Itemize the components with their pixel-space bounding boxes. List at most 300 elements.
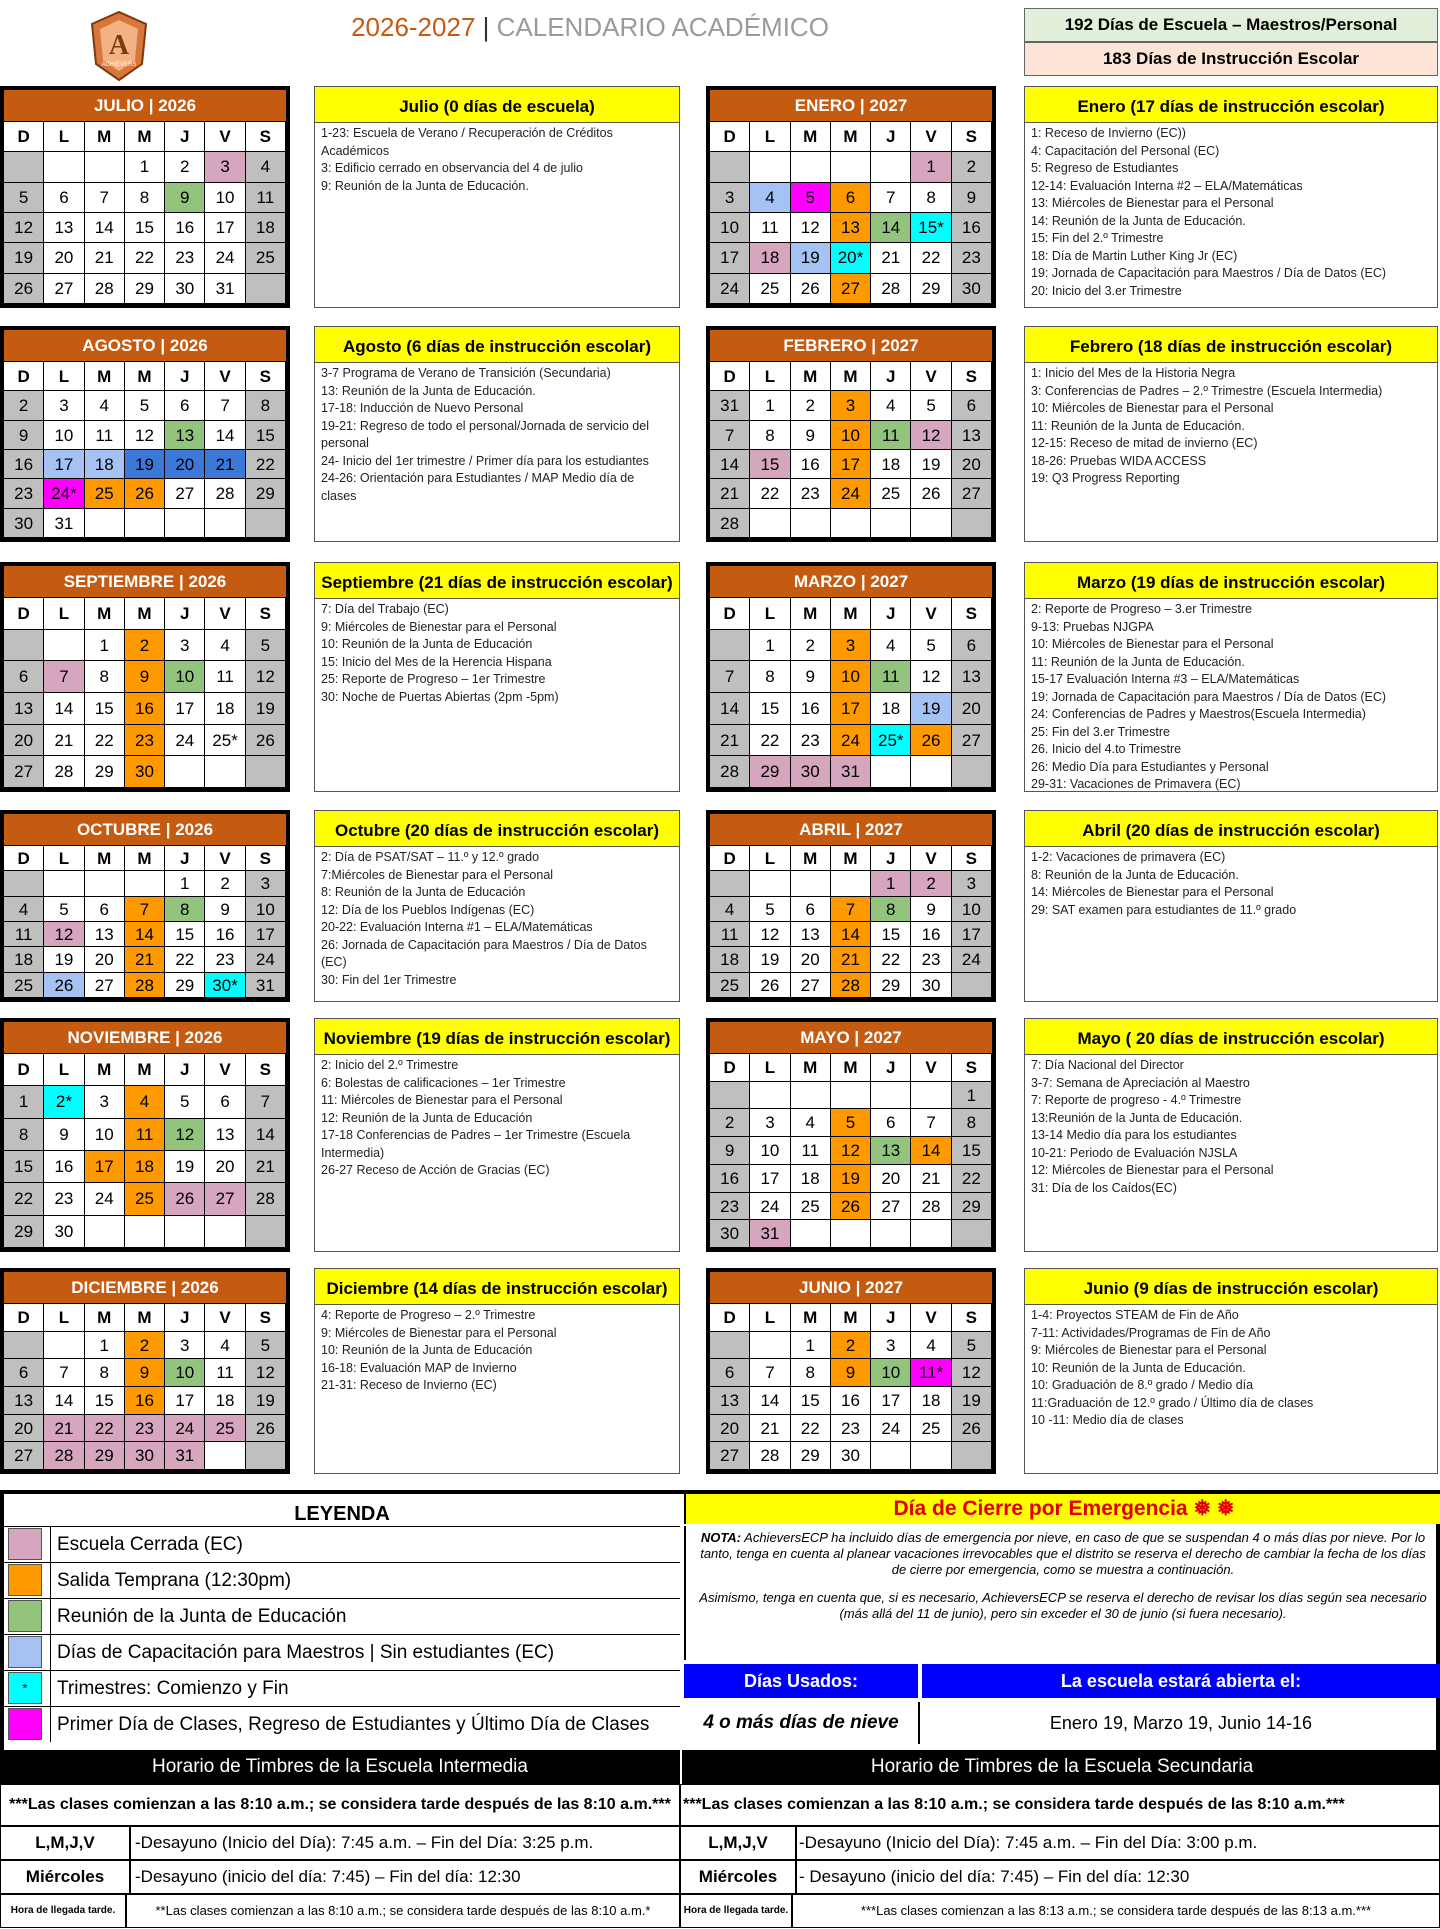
calendar-day: 29 (871, 973, 911, 998)
emergency-note (684, 1526, 1440, 1660)
middle-row2-text: -Desayuno (inicio del día: 7:45) – Fin del día: 12:30 (130, 1860, 680, 1894)
calendar-day: 8 (750, 661, 790, 693)
note-item: 2: Reporte de Progreso – 3.er Trimestre (1031, 602, 1252, 616)
calendar-day (85, 509, 125, 538)
middle-row1-days: L,M,J,V (0, 1826, 130, 1860)
weekday-header: J (871, 846, 911, 871)
calendar-day: 17 (205, 213, 245, 243)
calendar-day: 6 (710, 1359, 750, 1387)
calendar-day: 13 (85, 922, 125, 947)
calendar-day (4, 630, 44, 662)
calendar-day: 7 (85, 183, 125, 213)
calendar-day: 26 (750, 973, 790, 998)
calendar-day: 19 (791, 243, 831, 273)
calendar-day: 23 (125, 725, 165, 757)
calendar-day: 14 (911, 1137, 951, 1165)
legend-swatch (8, 1636, 42, 1668)
calendar-day: 3 (952, 871, 992, 896)
calendar-day: 22 (85, 1415, 125, 1443)
calendar-grid (710, 1304, 992, 1470)
calendar-day: 25* (871, 725, 911, 757)
calendar-day: 23 (125, 1415, 165, 1443)
emergency-note-2: Asimismo, tenga en cuenta que, si es necesario, AchieversECP se reserva el derecho de revisar los días según sea necesario (más allá del 11 de junio), pero sin exceder el 30 de junio (si fuera necesario). (699, 1590, 1427, 1621)
month-notes-body (315, 847, 679, 1003)
calendar-day: 2 (911, 871, 951, 896)
calendar-day: 24 (246, 947, 286, 972)
calendar-day (750, 1082, 790, 1110)
calendar-day: 17 (165, 693, 205, 725)
legend-label: Salida Temprana (12:30pm) (50, 1563, 291, 1598)
calendar-day: 9 (125, 661, 165, 693)
calendar-day (911, 1220, 951, 1248)
month-notes-11 (1024, 1268, 1438, 1474)
note-item: 12: Reunión de la Junta de Educación (321, 1110, 533, 1125)
calendar-day: 12 (952, 1359, 992, 1387)
legend-item-early (4, 1562, 680, 1598)
calendar-day (4, 152, 44, 182)
calendar-day: 28 (710, 509, 750, 538)
note-item: 6: Bolestas de calificaciones – 1er Trimestre (321, 1075, 566, 1090)
weekday-header: M (85, 598, 125, 630)
calendar-3 (706, 326, 996, 542)
calendar-grid (4, 1304, 286, 1470)
calendar-day: 2 (710, 1109, 750, 1137)
calendar-day: 25 (246, 243, 286, 273)
title-year: 2026-2027 (351, 12, 476, 42)
calendar-day: 16 (165, 213, 205, 243)
note-item: 11: Reunión de la Junta de Educación. (1031, 418, 1245, 433)
note-item: 17-18: Inducción de Nuevo Personal (321, 401, 524, 415)
calendar-day: 16 (205, 922, 245, 947)
calendar-day: 21 (85, 243, 125, 273)
weekday-header: D (4, 122, 44, 152)
calendar-day (791, 1082, 831, 1110)
calendar-day: 9 (710, 1137, 750, 1165)
calendar-grid (710, 1054, 992, 1248)
calendar-day: 7 (911, 1109, 951, 1137)
weekday-header: L (44, 846, 84, 871)
calendar-day: 8 (85, 661, 125, 693)
calendar-title: AGOSTO | 2026 (4, 330, 286, 362)
calendar-day: 31 (44, 509, 84, 538)
calendar-day: 1 (952, 1082, 992, 1110)
calendar-day: 14 (205, 421, 245, 450)
calendar-day: 3 (831, 391, 871, 420)
calendar-day: 10 (246, 897, 286, 922)
calendar-title: SEPTIEMBRE | 2026 (4, 566, 286, 598)
calendar-day: 2 (4, 391, 44, 420)
calendar-day: 18 (85, 450, 125, 479)
legend-item-closed (4, 1526, 680, 1562)
note-item: 9: Miércoles de Bienestar para el Personal (321, 619, 557, 634)
calendar-day: 5 (791, 183, 831, 213)
month-notes-1 (1024, 86, 1438, 308)
weekday-header: J (871, 1304, 911, 1332)
calendar-day (246, 274, 286, 304)
calendar-day: 8 (165, 897, 205, 922)
calendar-day: 21 (125, 947, 165, 972)
calendar-day: 28 (831, 973, 871, 998)
calendar-day (750, 1332, 790, 1360)
calendar-day: 24 (952, 947, 992, 972)
weekday-header: J (165, 1054, 205, 1086)
calendar-day (205, 509, 245, 538)
month-notes-body (315, 363, 679, 543)
calendar-title: MAYO | 2027 (710, 1022, 992, 1054)
title-text: CALENDARIO ACADÉMICO (496, 12, 829, 42)
calendar-0 (0, 86, 290, 308)
calendar-day: 10 (871, 1359, 911, 1387)
calendar-day: 27 (952, 725, 992, 757)
weekday-header: J (871, 362, 911, 391)
note-item: 10: Graduación de 8.º grado / Medio día (1031, 1378, 1254, 1392)
calendar-day (871, 756, 911, 788)
calendar-day: 9 (4, 421, 44, 450)
note-item: 3: Conferencias de Padres – 2.º Trimestre (Escuela Intermedia) (1031, 383, 1383, 398)
weekday-header: L (750, 846, 790, 871)
month-notes-title: Septiembre (21 días de instrucción escolar) (315, 563, 679, 599)
note-item: 2: Inicio del 2.º Trimestre (321, 1058, 459, 1072)
calendar-day (710, 871, 750, 896)
calendar-day: 2 (205, 871, 245, 896)
calendar-day: 15 (85, 1387, 125, 1415)
note-item: 12: Miércoles de Bienestar para el Personal (1031, 1163, 1274, 1177)
calendar-day: 15 (85, 693, 125, 725)
calendar-day: 7 (125, 897, 165, 922)
note-item: 20-22: Evaluación Interna #1 – ELA/Matemáticas (321, 920, 593, 934)
legend-swatch: * (8, 1672, 42, 1704)
calendar-day: 16 (125, 693, 165, 725)
calendar-day: 18 (4, 947, 44, 972)
calendar-day: 3 (871, 1332, 911, 1360)
calendar-day (871, 152, 911, 182)
weekday-header: D (710, 1304, 750, 1332)
legend-label: Trimestres: Comienzo y Fin (50, 1671, 289, 1706)
high-bell-notice: ***Las clases comienzan a las 8:10 a.m.; se considera tarde después de las 8:10 a.m.*** (680, 1784, 1440, 1826)
weekday-header: M (125, 1304, 165, 1332)
note-item: 26: Jornada de Capacitación para Maestros / Día de Datos (EC) (321, 937, 647, 969)
weekday-header: M (831, 122, 871, 152)
calendar-day: 25 (871, 479, 911, 508)
calendar-day: 6 (952, 630, 992, 662)
calendar-day: 16 (125, 1387, 165, 1415)
days-used-header: Días Usados: (684, 1664, 918, 1698)
calendar-grid (4, 1054, 286, 1248)
calendar-day: 13 (710, 1387, 750, 1415)
calendar-day: 25 (750, 274, 790, 304)
calendar-day: 29 (750, 756, 790, 788)
calendar-day: 18 (710, 947, 750, 972)
calendar-day: 29 (791, 1442, 831, 1470)
calendar-day: 31 (831, 756, 871, 788)
note-item: 15: Inicio del Mes de la Herencia Hispana (321, 654, 552, 669)
note-item: 10: Reunión de la Junta de Educación (321, 637, 533, 651)
calendar-day: 12 (246, 661, 286, 693)
calendar-title: JULIO | 2026 (4, 90, 286, 122)
month-notes-3 (1024, 326, 1438, 542)
month-notes-9 (1024, 1018, 1438, 1252)
calendar-day: 10 (831, 661, 871, 693)
calendar-day: 13 (952, 421, 992, 450)
weekday-header: J (165, 362, 205, 391)
calendar-day: 10 (85, 1119, 125, 1151)
calendar-day: 23 (952, 243, 992, 273)
note-item: 10: Miércoles de Bienestar para el Personal (1031, 401, 1274, 415)
calendar-day: 26 (246, 725, 286, 757)
weekday-header: V (205, 598, 245, 630)
calendar-day: 26 (911, 479, 951, 508)
calendar-day: 30 (125, 1442, 165, 1470)
weekday-header: M (831, 1054, 871, 1082)
weekday-header: D (4, 1054, 44, 1086)
calendar-day: 22 (871, 947, 911, 972)
calendar-day: 14 (246, 1119, 286, 1151)
note-item: 9: Reunión de la Junta de Educación. (321, 178, 529, 193)
legend-item-board (4, 1598, 680, 1634)
weekday-header: S (952, 122, 992, 152)
weekday-header: M (125, 362, 165, 391)
calendar-day: 26 (4, 274, 44, 304)
calendar-day (44, 871, 84, 896)
high-late-label: Hora de llegada tarde. (680, 1894, 792, 1928)
month-notes-body (1025, 123, 1437, 309)
month-notes-7 (1024, 810, 1438, 1002)
calendar-day: 8 (871, 897, 911, 922)
calendar-day: 28 (246, 1183, 286, 1215)
calendar-title: FEBRERO | 2027 (710, 330, 992, 362)
note-item: 9-13: Pruebas NJGPA (1031, 619, 1154, 634)
calendar-day: 18 (911, 1387, 951, 1415)
calendar-day: 30* (205, 973, 245, 998)
weekday-header: V (205, 846, 245, 871)
calendar-day: 26 (125, 479, 165, 508)
calendar-title: JUNIO | 2027 (710, 1272, 992, 1304)
calendar-day: 3 (750, 1109, 790, 1137)
calendar-day (85, 152, 125, 182)
month-notes-body (1025, 363, 1437, 543)
weekday-header: V (911, 122, 951, 152)
calendar-day (165, 756, 205, 788)
weekday-header: L (750, 1054, 790, 1082)
calendar-day (125, 871, 165, 896)
weekday-header: L (750, 598, 790, 630)
legend-swatch (8, 1528, 42, 1560)
calendar-day: 30 (831, 1442, 871, 1470)
weekday-header: S (952, 1304, 992, 1332)
calendar-day: 22 (246, 450, 286, 479)
legend-panel (0, 1490, 1440, 1750)
calendar-day: 19 (911, 693, 951, 725)
note-item: 19-21: Regreso de todo el personal/Jornada de servicio del personal (321, 418, 649, 450)
calendar-day: 23 (911, 947, 951, 972)
weekday-header: V (205, 122, 245, 152)
weekday-header: J (165, 122, 205, 152)
calendar-day (871, 1442, 911, 1470)
note-item: 10-21: Periodo de Evaluación NJSLA (1031, 1145, 1238, 1160)
calendar-6 (0, 810, 290, 1002)
calendar-day: 6 (165, 391, 205, 420)
calendar-day: 9 (911, 897, 951, 922)
calendar-day: 28 (44, 756, 84, 788)
note-item: 3: Edificio cerrado en observancia del 4 de julio (321, 161, 583, 175)
calendar-day: 19 (246, 693, 286, 725)
calendar-day: 25 (911, 1415, 951, 1443)
calendar-day (85, 1216, 125, 1248)
calendar-title: DICIEMBRE | 2026 (4, 1272, 286, 1304)
calendar-day (125, 1216, 165, 1248)
weekday-header: L (750, 1304, 790, 1332)
calendar-9 (706, 1018, 996, 1252)
calendar-day: 2 (165, 152, 205, 182)
calendar-day (952, 1442, 992, 1470)
calendar-day: 30 (125, 756, 165, 788)
calendar-day (710, 1082, 750, 1110)
note-item: 19: Jornada de Capacitación para Maestros / Día de Datos (EC) (1031, 266, 1387, 280)
calendar-day: 17 (831, 450, 871, 479)
weekday-header: D (710, 362, 750, 391)
note-item: 1-23: Escuela de Verano / Recuperación de Créditos Académicos (321, 126, 613, 158)
note-item: 10 -11: Medio día de clases (1031, 1413, 1184, 1427)
month-notes-title: Abril (20 días de instrucción escolar) (1025, 811, 1437, 847)
weekday-header: M (831, 598, 871, 630)
calendar-day: 19 (831, 1165, 871, 1193)
calendar-title: ENERO | 2027 (710, 90, 992, 122)
month-notes-body (315, 1305, 679, 1475)
weekday-header: J (165, 1304, 205, 1332)
calendar-day: 10 (710, 213, 750, 243)
emergency-note-1: AchieversECP ha incluido días de emergencia por nieve, en caso de que se suspendan 4 o más días por nieve. Por lo tanto, tenga en cuenta al planear vacaciones irrevocables que el distrito se reserva el derecho de cambiar la fecha de los días de cierre por emergencia, como se muestra a continuación. (700, 1530, 1426, 1577)
calendar-day: 21 (710, 725, 750, 757)
calendar-day (246, 1442, 286, 1470)
calendar-day: 24 (831, 479, 871, 508)
month-notes-8 (314, 1018, 680, 1252)
note-item: 30: Fin del 1er Trimestre (321, 972, 457, 987)
note-item: 1: Receso de Invierno (EC)) (1031, 126, 1186, 140)
calendar-day: 15 (246, 421, 286, 450)
legend-swatch (8, 1564, 42, 1596)
calendar-day: 21 (831, 947, 871, 972)
note-item: 16-18: Evaluación MAP de Invierno (321, 1360, 517, 1375)
calendar-day: 5 (831, 1109, 871, 1137)
calendar-day: 1 (125, 152, 165, 182)
weekday-header: M (85, 362, 125, 391)
note-item: 26. Inicio del 4.to Trimestre (1031, 742, 1182, 756)
calendar-day: 26 (165, 1183, 205, 1215)
weekday-header: D (710, 846, 750, 871)
calendar-day: 22 (952, 1165, 992, 1193)
calendar-day: 8 (911, 183, 951, 213)
calendar-day (911, 756, 951, 788)
calendar-day: 28 (125, 973, 165, 998)
note-item: 13: Miércoles de Bienestar para el Personal (1031, 196, 1274, 210)
high-bell-title: Horario de Timbres de la Escuela Secundaria (680, 1750, 1440, 1784)
calendar-day: 27 (791, 973, 831, 998)
calendar-day: 27 (831, 274, 871, 304)
calendar-day (750, 871, 790, 896)
note-item: 14: Reunión de la Junta de Educación. (1031, 213, 1246, 228)
note-item: 15: Fin del 2.º Trimestre (1031, 231, 1164, 245)
calendar-11 (706, 1268, 996, 1474)
weekday-header: M (791, 122, 831, 152)
weekday-header: M (791, 1304, 831, 1332)
calendar-grid (4, 122, 286, 304)
calendar-day: 18 (791, 1165, 831, 1193)
calendar-day: 17 (871, 1387, 911, 1415)
note-item: 2: Día de PSAT/SAT – 11.º y 12.º grado (321, 850, 540, 864)
school-open-header: La escuela estará abierta el: (922, 1664, 1440, 1698)
calendar-day: 19 (750, 947, 790, 972)
calendar-day: 12 (165, 1119, 205, 1151)
note-item: 1: Inicio del Mes de la Historia Negra (1031, 366, 1236, 380)
calendar-day: 31 (750, 1220, 790, 1248)
calendar-day: 25 (205, 1415, 245, 1443)
calendar-day: 7 (44, 661, 84, 693)
calendar-day: 27 (710, 1442, 750, 1470)
weekday-header: S (952, 598, 992, 630)
calendar-day: 4 (125, 1086, 165, 1118)
calendar-day: 8 (85, 1359, 125, 1387)
calendar-day: 28 (44, 1442, 84, 1470)
calendar-day: 24 (85, 1183, 125, 1215)
calendar-day (791, 509, 831, 538)
note-item: 10: Miércoles de Bienestar para el Personal (1031, 637, 1274, 651)
calendar-day: 20 (791, 947, 831, 972)
calendar-day: 22 (750, 479, 790, 508)
note-item: 3-7: Semana de Apreciación al Maestro (1031, 1075, 1250, 1090)
calendar-day: 20 (205, 1151, 245, 1183)
calendar-day: 5 (911, 630, 951, 662)
calendar-day: 28 (911, 1193, 951, 1221)
calendar-day: 9 (831, 1359, 871, 1387)
weekday-header: M (791, 846, 831, 871)
calendar-day: 4 (871, 391, 911, 420)
calendar-day (44, 630, 84, 662)
note-item: 29-31: Vacaciones de Primavera (EC) (1031, 777, 1241, 791)
weekday-header: V (911, 846, 951, 871)
month-notes-body (1025, 1305, 1437, 1475)
month-notes-4 (314, 562, 680, 792)
calendar-day: 20 (871, 1165, 911, 1193)
calendar-day: 11 (710, 922, 750, 947)
calendar-day: 11 (750, 213, 790, 243)
calendar-day: 14 (710, 693, 750, 725)
calendar-2 (0, 326, 290, 542)
month-notes-title: Febrero (18 días de instrucción escolar) (1025, 327, 1437, 363)
calendar-day: 29 (85, 1442, 125, 1470)
calendar-day: 8 (246, 391, 286, 420)
note-item: 3-7 Programa de Verano de Transición (Secundaria) (321, 366, 611, 380)
note-item: 18: Día de Martin Luther King Jr (EC) (1031, 248, 1238, 263)
legend-swatch (8, 1708, 42, 1740)
month-notes-title: Agosto (6 días de instrucción escolar) (315, 327, 679, 363)
calendar-day: 5 (4, 183, 44, 213)
calendar-day: 16 (4, 450, 44, 479)
calendar-title: NOVIEMBRE | 2026 (4, 1022, 286, 1054)
calendar-day: 5 (750, 897, 790, 922)
calendar-day (165, 509, 205, 538)
calendar-day: 27 (205, 1183, 245, 1215)
calendar-day: 1 (165, 871, 205, 896)
school-logo (86, 8, 152, 84)
calendar-day: 1 (750, 391, 790, 420)
calendar-day: 15 (750, 693, 790, 725)
calendar-day: 23 (831, 1415, 871, 1443)
calendar-day (831, 1220, 871, 1248)
weekday-header: S (246, 846, 286, 871)
calendar-day: 7 (750, 1359, 790, 1387)
month-notes-title: Octubre (20 días de instrucción escolar) (315, 811, 679, 847)
calendar-day: 20 (4, 1415, 44, 1443)
